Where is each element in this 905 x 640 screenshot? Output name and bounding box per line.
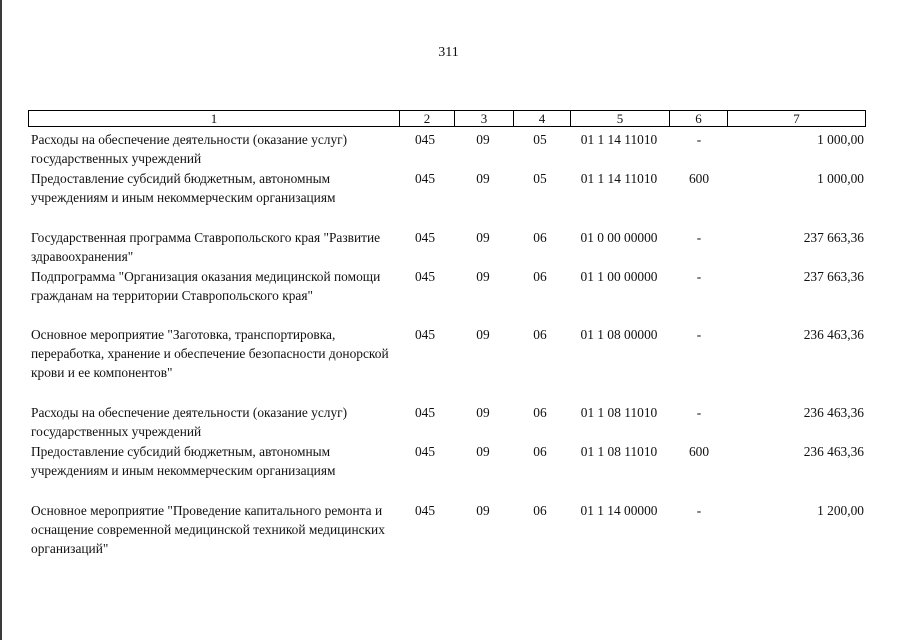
row-target-code: 01 1 08 11010 [580, 444, 658, 459]
row-grbs: 045 [414, 327, 436, 342]
row-target-code: 01 1 00 00000 [580, 269, 658, 284]
row-subsection: 05 [533, 132, 547, 147]
row-name: Подпрограмма "Организация оказания медицинской помощи гражданам на территории Ставропольского края" [31, 269, 381, 303]
column-header-6: 6 [670, 111, 728, 126]
row-section: 09 [476, 132, 490, 147]
row-grbs: 045 [414, 405, 436, 420]
row-expense-type: - [696, 327, 702, 342]
row-subsection: 05 [533, 171, 547, 186]
row-sum: 236 463,36 [803, 327, 864, 342]
row-name: Государственная программа Ставропольского края "Развитие здравоохранения" [31, 230, 381, 264]
row-grbs: 045 [414, 269, 436, 284]
row-section: 09 [476, 327, 490, 342]
row-section: 09 [476, 405, 490, 420]
row-sum: 237 663,36 [803, 269, 864, 284]
row-section: 09 [476, 171, 490, 186]
row-name: Расходы на обеспечение деятельности (оказание услуг) государственных учреждений [31, 132, 348, 166]
row-target-code: 01 1 08 11010 [580, 405, 658, 420]
row-expense-type: - [696, 405, 702, 420]
row-target-code: 01 1 14 11010 [580, 132, 658, 147]
row-name: Расходы на обеспечение деятельности (оказание услуг) государственных учреждений [31, 405, 348, 439]
row-target-code: 01 0 00 00000 [580, 230, 658, 245]
row-expense-type: - [696, 503, 702, 518]
row-grbs: 045 [414, 503, 436, 518]
row-subsection: 06 [533, 230, 547, 245]
row-subsection: 06 [533, 405, 547, 420]
row-grbs: 045 [414, 230, 436, 245]
row-expense-type: 600 [688, 171, 710, 186]
row-target-code: 01 1 14 11010 [580, 171, 658, 186]
row-subsection: 06 [533, 327, 547, 342]
row-name: Основное мероприятие "Заготовка, транспортировка, переработка, хранение и обеспечение безопасности донорской крови и ее компонентов" [31, 327, 389, 380]
column-header-1: 1 [29, 111, 400, 126]
row-sum: 236 463,36 [803, 444, 864, 459]
row-subsection: 06 [533, 269, 547, 284]
row-target-code: 01 1 14 00000 [580, 503, 658, 518]
row-section: 09 [476, 269, 490, 284]
row-subsection: 06 [533, 444, 547, 459]
row-grbs: 045 [414, 444, 436, 459]
row-sum: 1 000,00 [817, 132, 864, 147]
row-sum: 1 000,00 [817, 171, 864, 186]
row-expense-type: 600 [688, 444, 710, 459]
row-sum: 237 663,36 [803, 230, 864, 245]
row-name: Предоставление субсидий бюджетным, автономным учреждениям и иным некоммерческим организациям [31, 444, 336, 478]
column-header-5: 5 [571, 111, 670, 126]
row-name: Предоставление субсидий бюджетным, автономным учреждениям и иным некоммерческим организациям [31, 171, 336, 205]
row-name: Основное мероприятие "Проведение капитального ремонта и оснащение современной медицинской техникой медицинских организаций" [31, 503, 385, 556]
row-expense-type: - [696, 230, 702, 245]
column-header-3: 3 [455, 111, 514, 126]
column-header-7: 7 [793, 111, 800, 126]
column-header-4: 4 [514, 111, 571, 126]
row-subsection: 06 [533, 503, 547, 518]
row-section: 09 [476, 230, 490, 245]
table-header [28, 110, 866, 127]
column-header-2: 2 [400, 111, 455, 126]
row-section: 09 [476, 503, 490, 518]
row-expense-type: - [696, 132, 702, 147]
row-grbs: 045 [414, 171, 436, 186]
row-grbs: 045 [414, 132, 436, 147]
page-number: 311 [438, 45, 459, 60]
row-section: 09 [476, 444, 490, 459]
row-sum: 1 200,00 [817, 503, 864, 518]
row-expense-type: - [696, 269, 702, 284]
scan-edge [0, 0, 2, 640]
row-sum: 236 463,36 [803, 405, 864, 420]
row-target-code: 01 1 08 00000 [580, 327, 658, 342]
